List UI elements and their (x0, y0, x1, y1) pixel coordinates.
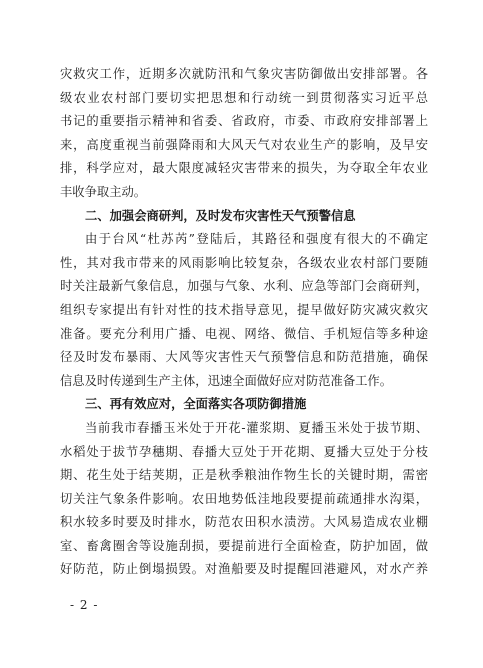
text-line: 丰收争取主动。 (60, 184, 147, 199)
text-line: 积水较多时要及时排水，防范农田积水渍涝。大风易造成农业棚 (60, 515, 428, 530)
text-line: 切关注气象条件影响。农田地势低洼地段要提前疏通排水沟渠， (60, 491, 428, 506)
text-line: 性，其对我市带来的风雨影响比较复杂，各级农业农村部门要随 (60, 255, 428, 270)
page-number: - 2 - (70, 598, 99, 612)
text-line: 组织专家提出有针对性的技术指导意见，提早做好防灾减灾救灾 (60, 302, 428, 317)
text-line: 灾救灾工作，近期多次就防汛和气象灾害防御做出安排部署。各 (60, 67, 428, 81)
text-line: 准备。要充分利用广播、电视、网络、微信、手机短信等多种途 (60, 326, 428, 341)
section-heading: 二、加强会商研判，及时发布灾害性天气预警信息 (85, 208, 356, 223)
text-line: 由于台风“杜苏芮”登陆后，其路径和强度有很大的不确定 (85, 232, 428, 247)
text-line: 当前我市春播玉米处于开花-灌浆期、夏播玉米处于拔节期、 (85, 420, 428, 435)
section-heading: 三、再有效应对，全面落实各项防御措施 (85, 397, 307, 412)
text-line: 室、畜禽圈舍等设施刮损，要提前进行全面检查，防护加固，做 (60, 538, 428, 553)
text-line: 书记的重要指示精神和省委、省政府，市委、市政府安排部署上 (60, 114, 428, 129)
text-line: 排，科学应对，最大限度减轻灾害带来的损失，为夺取全年农业 (60, 161, 428, 176)
text-line: 信息及时传递到生产主体，迅速全面做好应对防范准备工作。 (60, 373, 393, 388)
text-line: 好防范，防止倒塌损毁。对渔船要及时提醒回港避风，对水产养 (60, 562, 428, 577)
text-line: 来，高度重视当前强降雨和大风天气对农业生产的影响，及早安 (60, 137, 428, 152)
text-line: 径及时发布暴雨、大风等灾害性天气预警信息和防范措施，确保 (60, 350, 428, 365)
text-line: 期、花生处于结荚期，正是秋季粮油作物生长的关键时期，需密 (60, 468, 428, 483)
text-line: 时关注最新气象信息，加强与气象、水利、应急等部门会商研判， (60, 279, 428, 294)
document-body (60, 63, 428, 582)
text-line: 水稻处于拔节孕穗期、春播大豆处于开花期、夏播大豆处于分枝 (60, 444, 428, 459)
text-line: 级农业农村部门要切实把思想和行动统一到贯彻落实习近平总 (60, 90, 428, 105)
